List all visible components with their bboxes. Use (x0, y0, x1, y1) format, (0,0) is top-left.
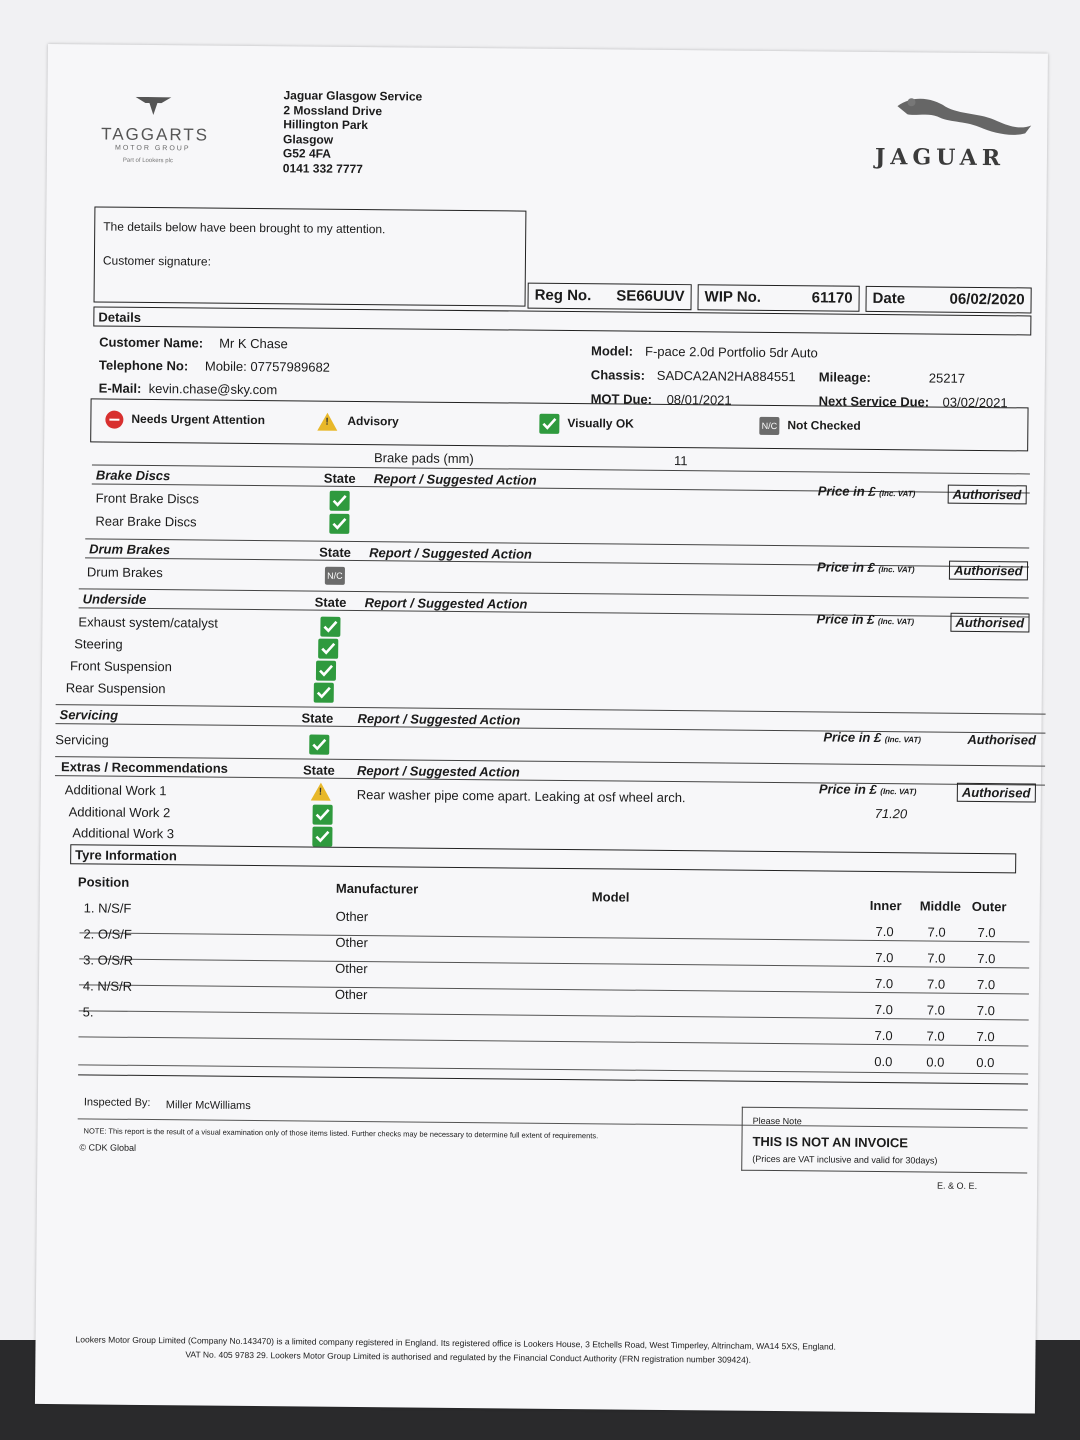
jaguar-wordmark: JAGUAR (874, 143, 1006, 172)
authorised-column: Authorised (949, 561, 1028, 581)
item-label: Steering (74, 636, 123, 652)
tyre-outer: 7.0 (977, 924, 996, 941)
report-column: Report / Suggested Action (356, 763, 520, 780)
tyre-inner: 7.0 (874, 1027, 893, 1044)
model-value: F-pace 2.0d Portfolio 5dr Auto (645, 343, 818, 361)
report-column: Report / Suggested Action (369, 545, 532, 562)
details-title: Details (98, 309, 142, 325)
customer-value: Mr K Chase (219, 335, 288, 352)
state-column: State (302, 762, 335, 778)
advisory-icon (311, 783, 331, 801)
extra-report-text: Rear washer pipe come apart. Leaking at osf wheel arch. (356, 786, 686, 806)
urgent-label: Needs Urgent Attention (131, 411, 266, 428)
price-column (818, 483, 916, 499)
tyre-col-outer: Outer (971, 898, 1007, 915)
state-column: State (319, 544, 352, 560)
item-label: Front Suspension (69, 658, 173, 675)
item-label: Front Brake Discs (95, 490, 200, 507)
incvat-label: (Inc. VAT) (880, 787, 917, 797)
servicing-header (55, 704, 1045, 734)
signature-label: Customer signature: (102, 253, 212, 269)
tyre-outer: 7.0 (976, 1028, 995, 1045)
chassis-label: Chassis: (590, 367, 646, 383)
tyre-inner: 7.0 (875, 949, 894, 966)
phone-label: Telephone No: (98, 357, 189, 374)
tyre-outer: 7.0 (976, 976, 996, 993)
extra-price: 71.20 (874, 805, 908, 822)
underside-title: Underside (82, 591, 147, 607)
address-line: 0141 332 7777 (282, 160, 363, 176)
mot-label: MOT Due: (590, 391, 653, 407)
date-box (865, 286, 1031, 314)
inspected-value: Miller McWilliams (165, 1099, 251, 1112)
incvat-label: (Inc. VAT) (884, 735, 921, 745)
email-value: kevin.chase@sky.com (148, 380, 278, 398)
brake-pads-value: 11 (673, 453, 688, 469)
price-column-label: Price in £ (818, 781, 877, 797)
chassis-value: SADCA2AN2HA884551 (656, 367, 796, 385)
report-column: Report / Suggested Action (357, 711, 521, 728)
please-note-label: Please Note (752, 1115, 802, 1127)
group-subtitle: MOTOR GROUP (114, 144, 191, 153)
not-checked-icon: N/C (325, 567, 345, 585)
brake-pads-label: Brake pads (mm) (373, 450, 474, 467)
tyre-title: Tyre Information (75, 847, 177, 864)
wip-box (697, 284, 859, 312)
tyre-position: 3. O/S/R (83, 952, 134, 968)
vat-note: (Prices are VAT inclusive and valid for 30days) (752, 1153, 938, 1166)
extras-title: Extras / Recommendations (60, 759, 229, 776)
not-checked-icon: N/C (759, 417, 779, 435)
wip-value: 61170 (811, 289, 853, 307)
taggarts-logo-icon (135, 97, 171, 115)
authorised-column: Authorised (950, 613, 1029, 633)
incvat-label: (Inc. VAT) (878, 564, 915, 575)
footer-note: NOTE: This report is the result of a visual examination only of those items listed. Further checks may be necessary to determine full extent of requirements. (83, 1126, 599, 1141)
tyre-middle: 7.0 (926, 1028, 945, 1044)
tyre-header (70, 844, 1016, 873)
group-part-of: Part of Lookers plc (122, 157, 173, 165)
group-name: TAGGARTS (101, 124, 210, 145)
signature-box (94, 206, 527, 306)
address-line: G52 4FA (282, 146, 332, 161)
visually-ok-icon (330, 491, 350, 511)
tyre-position: 2. O/S/F (83, 926, 132, 942)
tyre-position: 1. N/S/F (83, 900, 132, 916)
visually-ok-icon (316, 661, 336, 681)
incvat-label: (Inc. VAT) (877, 616, 915, 627)
visually-ok-icon (309, 735, 329, 755)
tyre-inner: 7.0 (874, 975, 894, 992)
item-label: Exhaust system/catalyst (78, 614, 218, 631)
tyre-middle: 7.0 (927, 924, 946, 940)
jaguar-leaper-icon (893, 92, 1033, 143)
inspected-label: Inspected By: (83, 1096, 151, 1110)
date-label: Date (872, 289, 906, 308)
price-column-label: Price in £ (817, 483, 876, 499)
tyre-col-model: Model (591, 889, 630, 905)
tyre-outer: 0.0 (976, 1054, 995, 1071)
attention-text: The details below have been brought to my attention. (103, 219, 386, 237)
reg-label: Reg No. (534, 286, 592, 305)
tyre-col-inner: Inner (869, 897, 902, 914)
eoe-label: E. & O. E. (937, 1180, 978, 1191)
tyre-inner: 0.0 (874, 1053, 893, 1070)
wip-label: WIP No. (704, 288, 762, 306)
state-column: State (323, 470, 356, 486)
visually-ok-icon (312, 827, 332, 847)
tyre-inner: 7.0 (874, 1001, 893, 1018)
visually-ok-icon (313, 805, 333, 825)
tyre-position: 4. N/S/R (82, 978, 133, 994)
visually-ok-icon (318, 639, 338, 659)
tyre-outer: 7.0 (977, 950, 996, 967)
brake-discs-title: Brake Discs (95, 467, 171, 484)
item-label: Additional Work 1 (64, 782, 167, 799)
tyre-middle: 7.0 (926, 976, 946, 992)
address-line: 2 Mossland Drive (283, 102, 383, 118)
address-line: Hillington Park (283, 117, 368, 133)
invoice-notice (741, 1107, 1028, 1174)
tyre-manufacturer: Other (335, 960, 368, 977)
item-label: Servicing (55, 732, 109, 748)
price-column (819, 781, 917, 797)
visually-ok-icon (329, 514, 349, 534)
tyre-manufacturer: Other (335, 934, 368, 951)
item-label: Drum Brakes (86, 564, 163, 581)
urgent-icon (105, 411, 123, 429)
not-invoice-label: THIS IS NOT AN INVOICE (752, 1133, 909, 1151)
extras-header (55, 756, 1045, 786)
drum-brakes-title: Drum Brakes (89, 541, 171, 558)
authorised-column: Authorised (948, 485, 1027, 505)
item-label: Additional Work 3 (72, 825, 175, 842)
price-column (816, 611, 914, 627)
tyre-middle: 7.0 (926, 1002, 945, 1018)
visually-ok-icon (539, 414, 559, 434)
state-column: State (301, 710, 334, 726)
dealer-address (283, 88, 423, 176)
tyre-col-manufacturer: Manufacturer (335, 880, 419, 897)
tyre-middle: 7.0 (927, 950, 946, 966)
state-column: State (314, 594, 347, 610)
item-label: Additional Work 2 (68, 804, 171, 821)
tyre-inner: 7.0 (875, 923, 894, 940)
address-line: Glasgow (283, 131, 334, 147)
table-bottom-rule (78, 1074, 1028, 1084)
date-value: 06/02/2020 (949, 290, 1025, 309)
reg-value: SE66UUV (616, 287, 685, 306)
status-legend (90, 398, 1028, 451)
item-label: Rear Brake Discs (95, 513, 197, 530)
customer-label: Customer Name: (99, 334, 204, 351)
reg-box (527, 283, 691, 311)
servicing-title: Servicing (59, 707, 119, 723)
mileage-value: 25217 (928, 370, 966, 386)
address-line: Jaguar Glasgow Service (283, 88, 423, 104)
not-checked-label: Not Checked (787, 418, 861, 433)
mileage-label: Mileage: (818, 369, 871, 385)
visually-ok-icon (314, 683, 334, 703)
service-label: Next Service Due: (818, 393, 930, 410)
price-column-label: Price in £ (823, 729, 882, 746)
advisory-icon (317, 413, 337, 431)
tyre-manufacturer: Other (334, 986, 368, 1003)
authorised-column: Authorised (967, 731, 1037, 748)
tyre-outer: 7.0 (976, 1002, 995, 1019)
phone-value: Mobile: 07757989682 (204, 358, 331, 375)
legal-line-2: VAT No. 405 9783 29. Lookers Motor Group Limited is authorised and regulated by the Financial Conduct Authority (FRN registration number 309424). (185, 1349, 752, 1365)
visually-ok-icon (320, 617, 340, 637)
tyre-middle: 0.0 (926, 1054, 945, 1070)
model-label: Model: (591, 343, 634, 359)
service-value: 03/02/2021 (942, 394, 1008, 411)
advisory-label: Advisory (347, 413, 399, 429)
price-column-label: Price in £ (816, 611, 875, 627)
tyre-manufacturer: Other (335, 908, 369, 925)
tyre-col-position: Position (77, 874, 130, 890)
authorised-column: Authorised (957, 783, 1036, 803)
report-column: Report / Suggested Action (373, 471, 537, 488)
report-column: Report / Suggested Action (364, 595, 528, 612)
price-column (823, 729, 921, 745)
price-column (817, 559, 915, 575)
tyre-position: 5. (82, 1004, 94, 1020)
legal-line-1: Lookers Motor Group Limited (Company No.143470) is a limited company registered in England. Its registered office is Lookers House, 3 Etchells Road, West Timperley, Altrincham, WA14 5XS, England. (75, 1334, 836, 1352)
visually-ok-label: Visually OK (567, 416, 634, 431)
mot-value: 08/01/2021 (666, 391, 732, 408)
tyre-col-middle: Middle (919, 898, 962, 914)
incvat-label: (Inc. VAT) (879, 488, 916, 499)
item-label: Rear Suspension (65, 680, 166, 697)
cdk-copyright: © CDK Global (79, 1142, 137, 1153)
email-label: E-Mail: (98, 380, 142, 396)
service-report-sheet (35, 44, 1048, 1414)
price-column-label: Price in £ (816, 559, 875, 575)
